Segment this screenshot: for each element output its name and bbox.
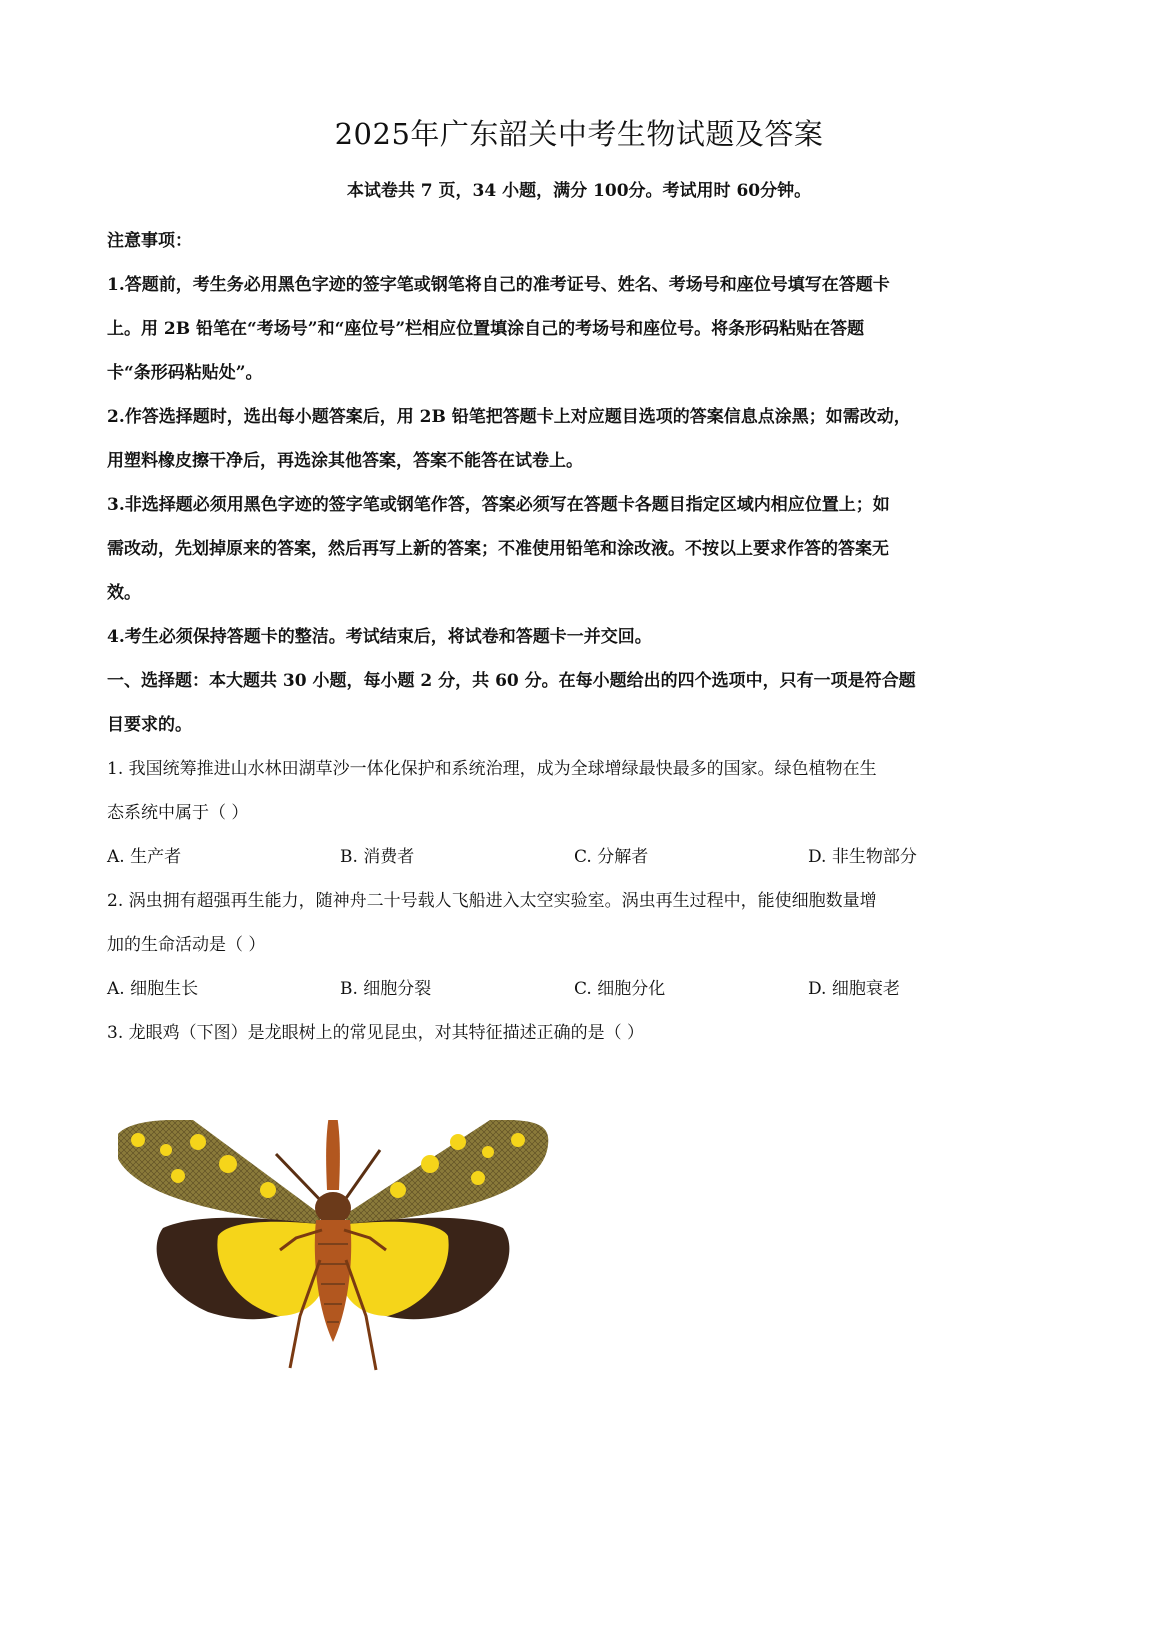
note-1-line-3: 卡“条形码粘贴处”。	[107, 363, 263, 383]
q2-stem-line-2: 加的生命活动是（ ）	[107, 935, 266, 955]
note-3-line-1: 3.非选择题必须用黑色字迹的签字笔或钢笔作答，答案必须写在答题卡各题目指定区域内相应位置上；如	[107, 495, 890, 515]
exam-info: 本试卷共 7 页，34 小题，满分 100分。考试用时 60分钟。	[346, 181, 812, 201]
abdomen	[315, 1220, 351, 1342]
page-title: 2025年广东韶关中考生物试题及答案	[334, 117, 824, 151]
q1-stem-line-1: 1. 我国统筹推进山水林田湖草沙一体化保护和系统治理，成为全球增绿最快最多的国家。绿色植物在生	[107, 759, 877, 779]
q1-option-a: A. 生产者	[107, 847, 182, 867]
q2-option-d: D. 细胞衰老	[808, 979, 900, 999]
note-1-line-1: 1.答题前，考生务必用黑色字迹的签字笔或钢笔将自己的准考证号、姓名、考场号和座位号填写在答题卡	[107, 275, 890, 295]
q3-stem-line-1: 3. 龙眼鸡（下图）是龙眼树上的常见昆虫，对其特征描述正确的是（ ）	[107, 1023, 645, 1043]
note-2-line-2: 用塑料橡皮擦干净后，再选涂其他答案，答案不能答在试卷上。	[107, 451, 583, 471]
note-4-line-1: 4.考生必须保持答题卡的整洁。考试结束后，将试卷和答题卡一并交回。	[107, 627, 652, 647]
snout-shape	[326, 1120, 340, 1190]
q1-option-c: C. 分解者	[574, 847, 649, 867]
note-3-line-2: 需改动，先划掉原来的答案，然后再写上新的答案；不准使用铅笔和涂改液。不按以上要求作答的答案无	[107, 539, 889, 559]
note-1-line-2: 上。用 2B 铅笔在“考场号”和“座位号”栏相应位置填涂自己的考场号和座位号。将条形码粘贴在答题	[107, 319, 865, 339]
q1-stem-line-2: 态系统中属于（ ）	[107, 803, 249, 823]
q2-option-b: B. 细胞分裂	[340, 979, 432, 999]
q2-stem-line-1: 2. 涡虫拥有超强再生能力，随神舟二十号载人飞船进入太空实验室。涡虫再生过程中，能使细胞数量增	[107, 891, 877, 911]
lanternfly-insect-image	[118, 1120, 578, 1440]
section-1-heading-line-1: 一、选择题：本大题共 30 小题，每小题 2 分，共 60 分。在每小题给出的四个选项中，只有一项是符合题	[107, 671, 916, 691]
q1-option-d: D. 非生物部分	[808, 847, 917, 867]
notice-heading: 注意事项：	[107, 231, 192, 251]
q2-option-a: A. 细胞生长	[107, 979, 199, 999]
left-forewing	[118, 1120, 320, 1224]
note-3-line-3: 效。	[107, 583, 141, 603]
q2-option-c: C. 细胞分化	[574, 979, 666, 999]
note-2-line-1: 2.作答选择题时，选出每小题答案后，用 2B 铅笔把答题卡上对应题目选项的答案信息点涂黑；如需改动，	[107, 407, 911, 427]
q1-option-b: B. 消费者	[340, 847, 415, 867]
head-thorax	[315, 1192, 351, 1224]
section-1-heading-line-2: 目要求的。	[107, 715, 192, 735]
